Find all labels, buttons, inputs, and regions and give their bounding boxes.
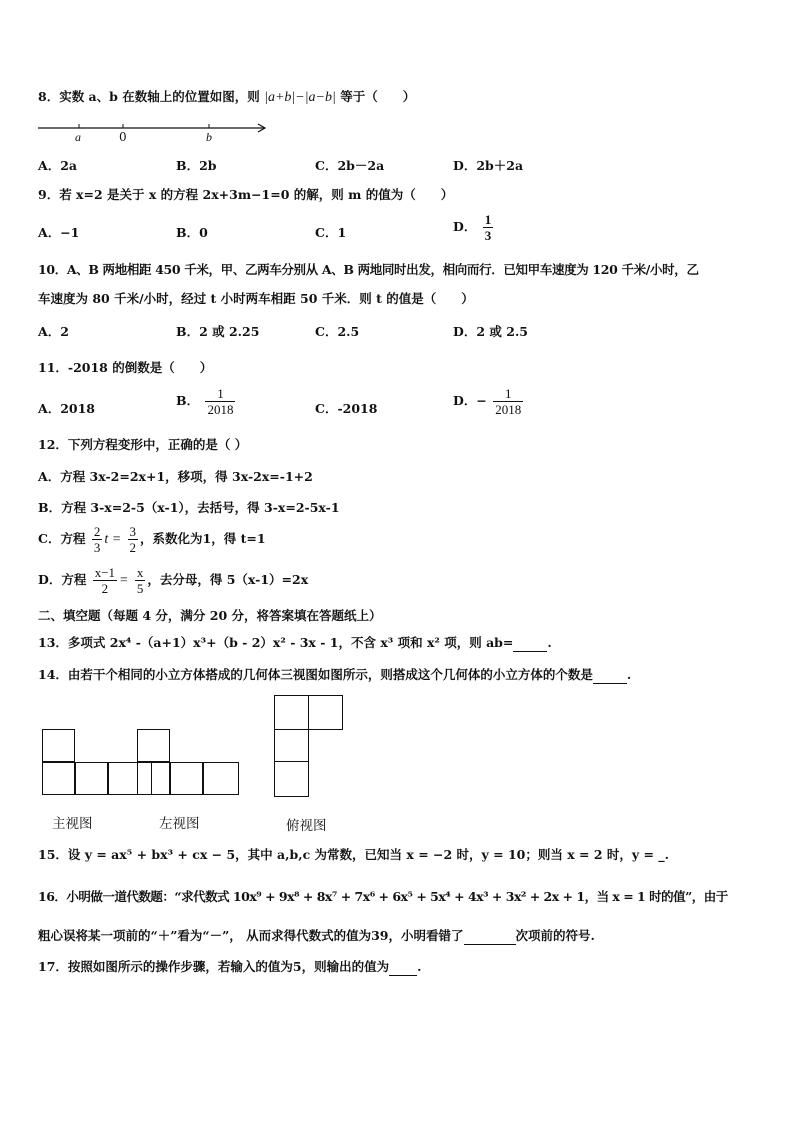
q12-stem: 12．下列方程变形中，正确的是（ ） [38,437,248,452]
caption-left-view: 左视图 [159,816,200,832]
fraction-numerator: 1 [493,387,523,402]
section-heading: 二、填空题（每题 4 分，满分 20 分，将答案填在答题纸上） [38,608,382,623]
fraction-denominator: 3 [484,228,492,243]
top-view-cell [274,729,309,762]
q9-option-a: A．−1 [38,225,80,240]
fraction-numerator: 1 [205,387,235,402]
q8-expression: |a+b|−|a−b| [264,90,336,105]
fraction-numerator: x [136,565,144,580]
q11-option-d-label: D．− [453,393,487,408]
q10-option-c: C．2.5 [315,324,360,339]
q12-option-b: B．方程 3-x=2-5（x-1），去括号，得 3-x=2-5x-1 [38,500,340,515]
q13-text: 13．多项式 2x⁴ -（a+1）x³+（b - 2）x² - 3x - 1，不含 x³ 项和 x² 项，则 ab= [38,635,514,650]
top-view-cell [308,695,343,730]
q12-d-tail: ，去分母，得 5（x-1）=2x [147,572,309,587]
q13-answer-blank [513,637,547,652]
q14-stem [38,666,631,684]
q9-option-d-label: D． [453,219,477,234]
q10-option-d: D．2 或 2.5 [453,324,528,339]
q12-c-fraction-1 [92,525,103,554]
fraction-denominator: 2018 [207,402,234,417]
q16-answer-blank [464,930,516,945]
q17-answer-blank [389,961,417,976]
q9-option-d-fraction [483,213,494,242]
q12-c-tail: ，系数化为1，得 t=1 [140,531,266,546]
fraction-numerator: 1 [484,212,492,227]
q10-line-1: 10．A、B 两地相距 450 千米，甲、乙两车分别从 A、B 两地同时出发，相向而行．已知甲车速度为 120 千米/小时，乙 [38,262,699,277]
fraction-denominator: 3 [93,540,101,555]
top-view-cell [274,695,309,730]
fraction-denominator: 2 [101,581,109,596]
q8-option-b: B．2b [176,158,217,173]
q11-option-d [453,387,525,416]
left-view-diagram [137,729,239,797]
caption-front-view: 主视图 [52,816,93,832]
q16-line-2-text: 粗心误将某一项前的“＋”看为“－”， 从而求得代数式的值为39，小明看错了 [38,928,464,943]
q11-option-a: A．2018 [38,401,95,416]
top-view-diagram [274,695,342,797]
q12-d-fraction-2 [135,566,146,595]
q9-stem: 9．若 x=2 是关于 x 的方程 2x+3m−1=0 的解，则 m 的值为（ ） [38,187,454,202]
q12-option-d [38,566,308,595]
q11-option-b [176,387,237,416]
q10-line-2: 车速度为 80 千米/小时，经过 t 小时两车相距 50 千米．则 t 的值是（ ） [38,291,474,306]
q17-text: 17．按照如图所示的操作步骤，若输入的值为5，则输出的值为 [38,959,390,974]
left-view-cell [137,729,170,762]
q10-option-b: B．2 或 2.25 [176,324,260,339]
q14-answer-blank [593,669,627,684]
q8-option-a: A．2a [38,158,77,173]
axis-label-b: b [206,130,212,144]
q10-option-a: A．2 [38,324,69,339]
q12-option-d-label: D．方程 [38,572,87,587]
q17-end: . [417,959,422,974]
q16-line-2 [38,927,595,945]
q9-option-c: C．1 [315,225,347,240]
fraction-numerator: x−1 [94,565,116,580]
q14-text: 14．由若干个相同的小立方体搭成的几何体三视图如图所示，则搭成这个几何体的小立方体的个数是 [38,667,593,682]
q8-stem-text: 8．实数 a、b 在数轴上的位置如图，则 [38,89,260,104]
q14-end: . [626,667,632,682]
q15-stem: 15．设 y = ax⁵ + bx³ + cx − 5，其中 a,b,c 为常数，已知当 x = −2 时，y = 10；则当 x = 2 时，y = _. [38,847,669,862]
q12-c-middle: t = [104,532,122,547]
number-line [36,118,272,146]
q12-c-fraction-2 [128,525,139,554]
fraction-denominator: 2018 [495,402,522,417]
fraction-numerator: 2 [93,524,101,539]
left-view-cell [170,762,203,795]
top-view-cell [274,761,309,797]
front-view-diagram [42,729,110,797]
q11-option-c: C．-2018 [315,401,378,416]
front-view-cell [75,762,108,795]
axis-label-a: a [75,130,81,144]
q16-line-2-end: 次项前的符号. [515,928,595,943]
q12-d-middle: = [119,573,129,588]
q8-stem [38,88,415,107]
q12-d-fraction-1 [93,566,117,595]
q11-stem: 11．-2018 的倒数是（ ） [38,360,213,375]
caption-top-view: 俯视图 [286,818,327,834]
fraction-denominator: 5 [136,581,144,596]
q13-stem [38,634,552,652]
q8-option-c: C．2b－2a [315,158,385,173]
q17-stem [38,958,421,976]
q11-option-b-fraction [205,387,235,416]
q11-option-d-fraction [493,387,523,416]
q8-stem-tail: 等于（ ） [340,89,416,104]
q11-option-b-label: B． [176,393,200,408]
fraction-denominator: 2 [129,540,137,555]
front-view-cell [42,762,75,795]
fraction-numerator: 3 [129,524,137,539]
q12-option-a: A．方程 3x-2=2x+1，移项，得 3x-2x=-1+2 [38,469,313,484]
left-view-cell [137,762,170,795]
q9-option-d [453,213,495,242]
q16-line-1: 16．小明做一道代数题：“求代数式 10x⁹ + 9x⁸ + 8x⁷ + 7x⁶ + 6x⁵ + 5x⁴ + 4x³ + 3x² + 2x + 1，当 x = 1 时的值”，由于 [38,889,728,904]
axis-label-zero: 0 [119,130,127,144]
q8-option-d: D．2b＋2a [453,158,524,173]
q9-option-b: B．0 [176,225,208,240]
q13-end: . [547,635,552,650]
front-view-cell [42,729,75,762]
q12-option-c-label: C．方程 [38,531,86,546]
q12-option-c [38,525,266,554]
left-view-cell [203,762,239,795]
